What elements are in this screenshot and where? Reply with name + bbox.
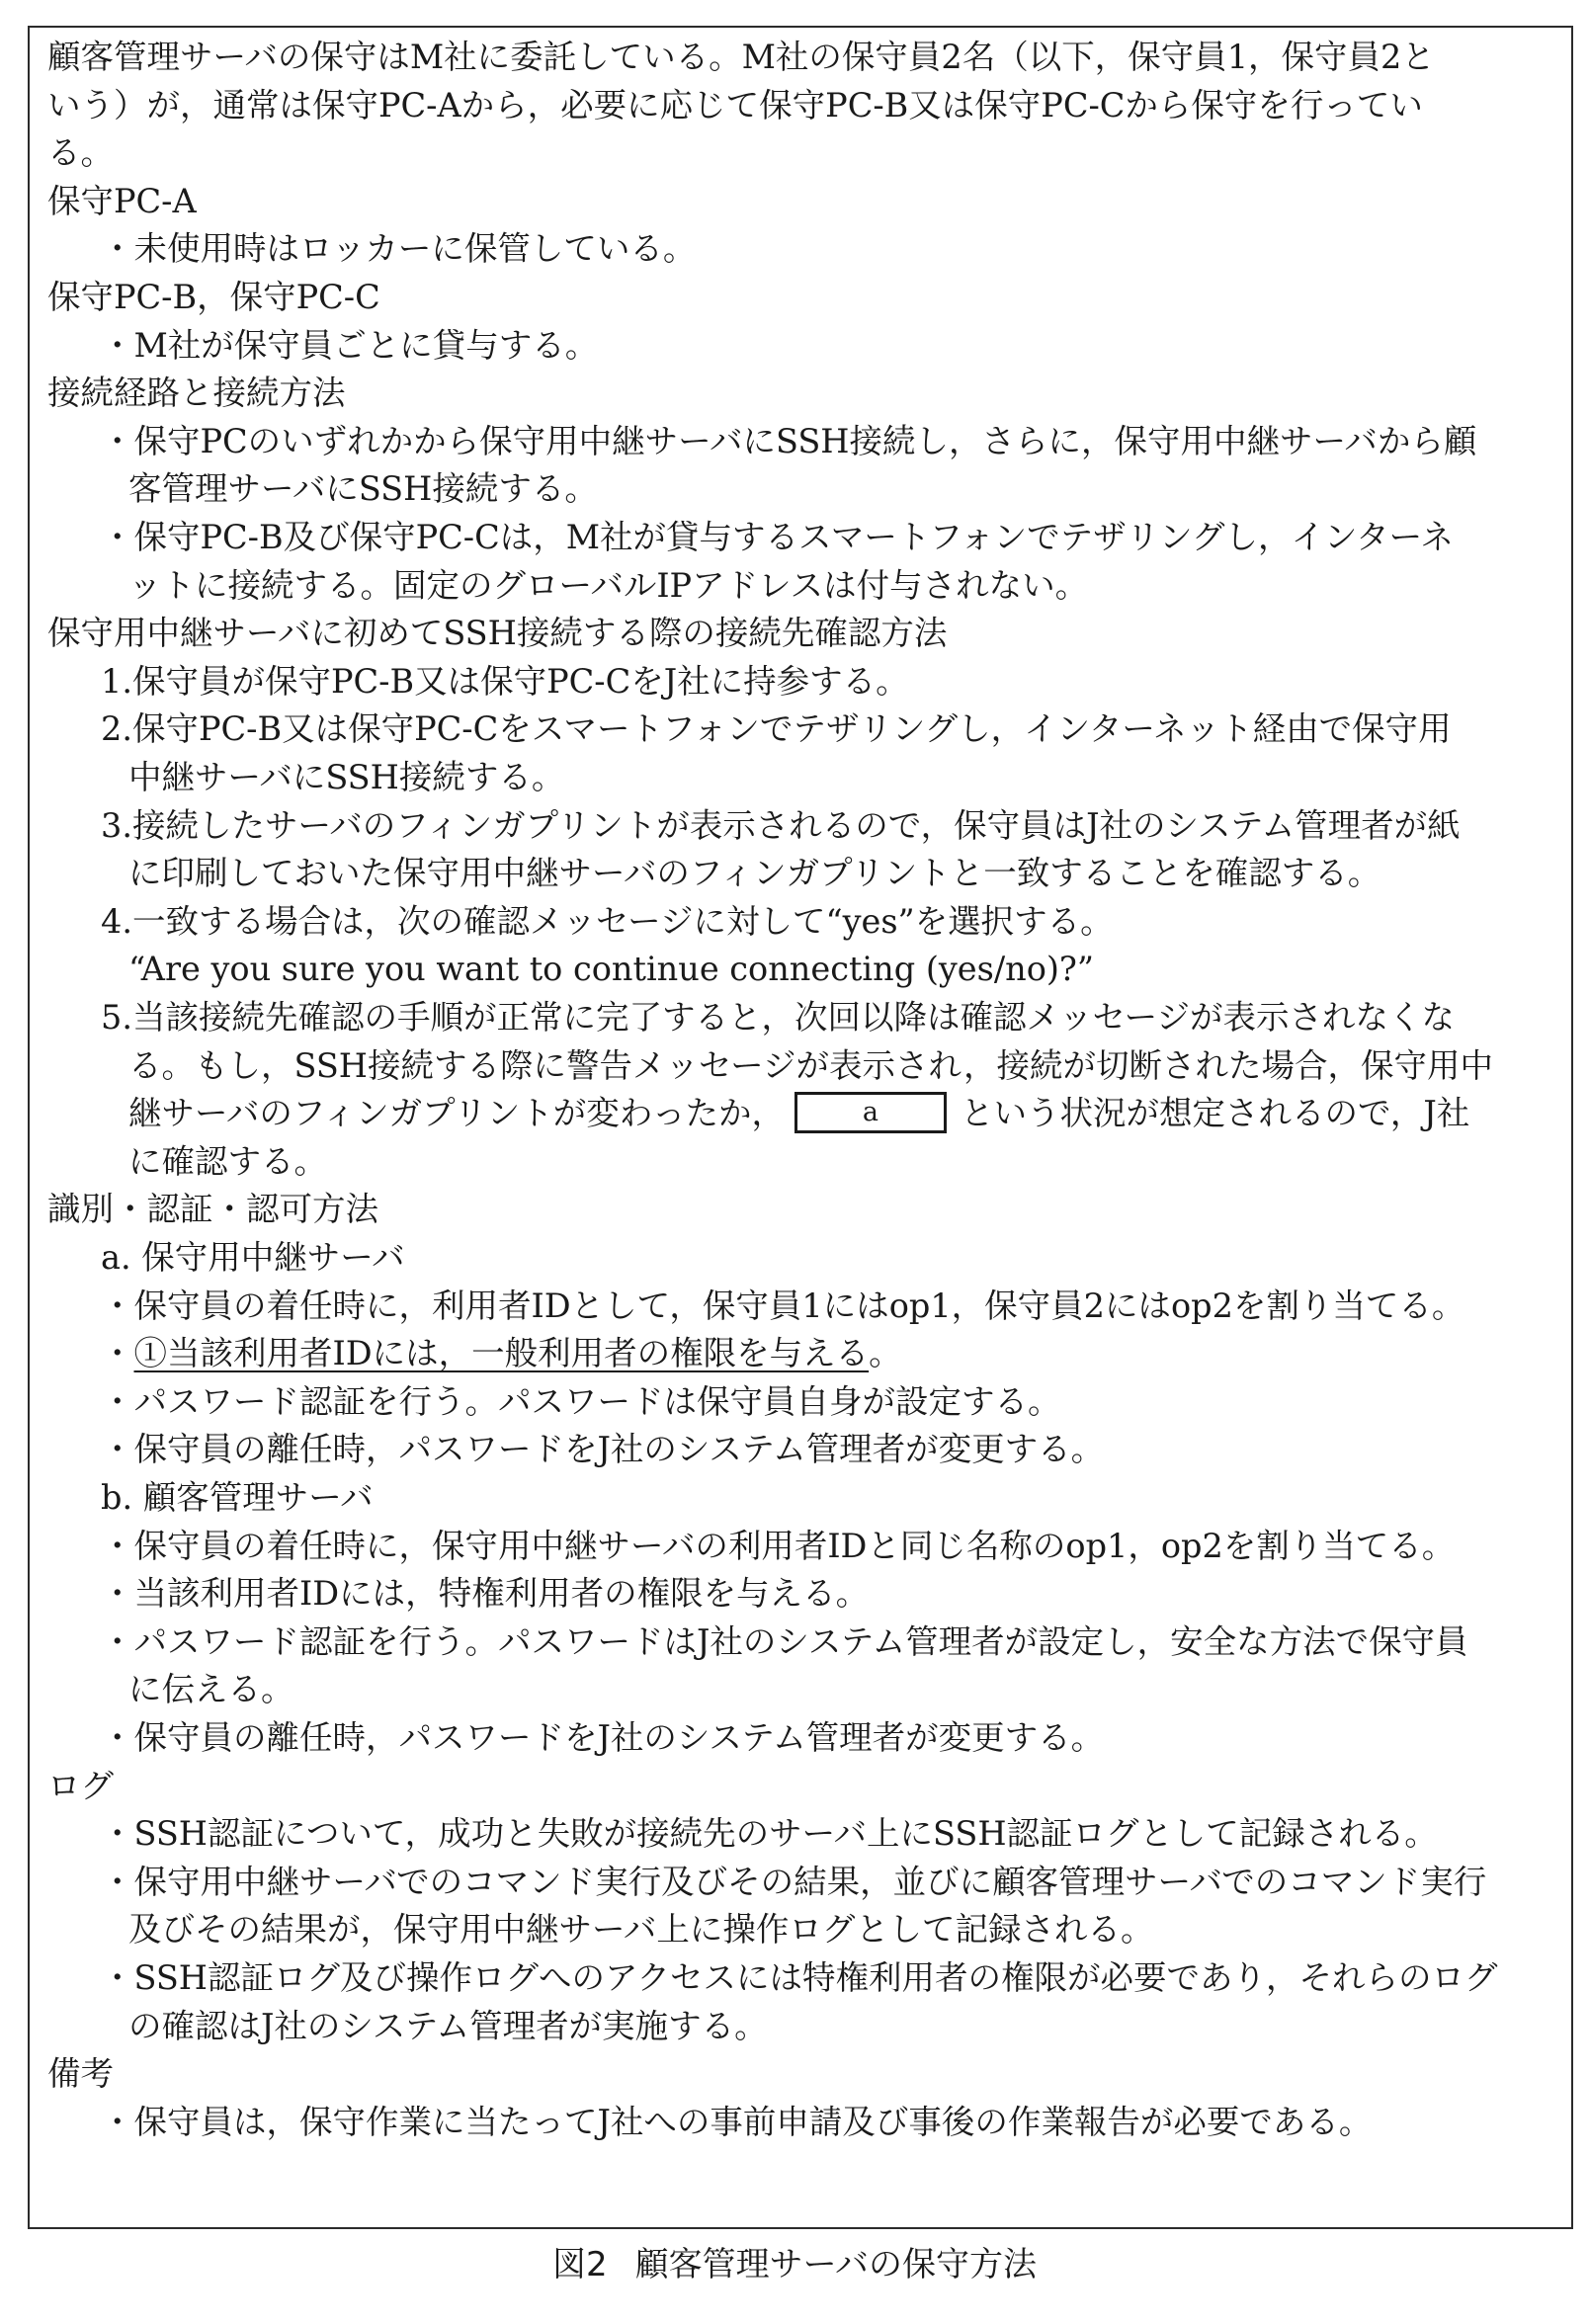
figure-caption: [0, 2241, 1589, 2288]
underlined-statement: ①当該利用者IDには，一般利用者の権限を与える: [133, 1334, 870, 1373]
text-line: b. 顧客管理サーバ: [101, 1478, 374, 1517]
text-line: ・保守員の離任時，パスワードをJ社のシステム管理者が変更する。: [101, 1718, 1105, 1757]
text-line: 2.保守PC-B又は保守PC-Cをスマートフォンでテザリングし，インターネット経由で保守用: [101, 709, 1452, 749]
text-line: ・当該利用者IDには，特権利用者の権限を与える。: [101, 1574, 870, 1614]
text-line: 客管理サーバにSSH接続する。: [128, 469, 598, 509]
text-line: ・SSH認証ログ及び操作ログへのアクセスには特権利用者の権限が必要であり，それらのログ: [101, 1958, 1498, 1997]
text-line: ログ: [47, 1766, 114, 1805]
text-line: の確認はJ社のシステム管理者が実施する。: [128, 2006, 768, 2045]
text-segment: 継サーバのフィンガプリントが変わったか，: [128, 1094, 785, 1133]
text-segment: 。: [869, 1334, 902, 1373]
text-line: ・保守PC-B及び保守PC-Cは，M社が貸与するスマートフォンでテザリングし，インターネ: [101, 518, 1454, 556]
text-line: ・パスワード認証を行う。パスワードはJ社のシステム管理者が設定し，安全な方法で保守員: [101, 1621, 1468, 1661]
text-line: に印刷しておいた保守用中継サーバのフィンガプリントと一致することを確認する。: [128, 854, 1381, 893]
text-line: 保守PC-B，保守PC-C: [47, 278, 380, 316]
figure-frame: [28, 26, 1573, 2229]
text-line: 顧客管理サーバの保守はM社に委託している。M社の保守員2名（以下，保守員1，保守員2と: [47, 38, 1435, 76]
text-line: ・保守員の着任時に，保守用中継サーバの利用者IDと同じ名称のop1，op2を割り当てる。: [101, 1526, 1456, 1565]
figure-title: 顧客管理サーバの保守方法: [634, 2245, 1037, 2284]
text-line: 1.保守員が保守PC-B又は保守PC-CをJ社に持参する。: [101, 661, 909, 701]
text-line: に確認する。: [128, 1141, 327, 1181]
text-line: ットに接続する。固定のグローバルIPアドレスは付与されない。: [128, 565, 1089, 605]
text-line: に伝える。: [128, 1670, 294, 1709]
text-line: ・保守員の着任時に，利用者IDとして，保守員1にはop1，保守員2にはop2を割り当てる。: [101, 1286, 1465, 1325]
text-line: ・保守員の離任時，パスワードをJ社のシステム管理者が変更する。: [101, 1430, 1105, 1469]
text-line: ・M社が保守員ごとに貸与する。: [101, 325, 599, 365]
answer-blank-box: a: [794, 1092, 947, 1133]
text-segment: という状況が想定されるので，J社: [960, 1094, 1470, 1133]
text-line: 識別・認証・認可方法: [47, 1190, 378, 1229]
text-line: ・保守PCのいずれかから保守用中継サーバにSSH接続し，さらに，保守用中継サーバから顧: [101, 421, 1477, 460]
text-line: 保守PC-A: [47, 181, 197, 220]
text-line: ・SSH認証について，成功と失敗が接続先のサーバ上にSSH認証ログとして記録される。: [101, 1814, 1438, 1854]
text-line: 及びその結果が，保守用中継サーバ上に操作ログとして記録される。: [128, 1910, 1154, 1950]
text-line: [101, 1330, 902, 1377]
text-line: [128, 1090, 1469, 1137]
text-line: 保守用中継サーバに初めてSSH接続する際の接続先確認方法: [47, 614, 948, 653]
text-line: ・保守用中継サーバでのコマンド実行及びその結果，並びに顧客管理サーバでのコマンド実行: [101, 1862, 1487, 1901]
text-line: “Are you sure you want to continue connecting (yes/no)?”: [128, 950, 1095, 989]
text-line: 5.当該接続先確認の手順が正常に完了すると，次回以降は確認メッセージが表示されなくな: [101, 998, 1455, 1037]
text-line: 備考: [47, 2054, 114, 2094]
text-line: る。もし，SSH接続する際に警告メッセージが表示され，接続が切断された場合，保守用中: [128, 1045, 1494, 1085]
text-line: 3.接続したサーバのフィンガプリントが表示されるので，保守員はJ社のシステム管理者が紙: [101, 805, 1461, 845]
bullet-mark: ・: [101, 1334, 134, 1373]
text-line: 接続経路と接続方法: [47, 374, 346, 413]
figure-number: 図2: [552, 2245, 608, 2284]
text-line: ・未使用時はロッカーに保管している。: [101, 229, 697, 269]
text-line: いう）が，通常は保守PC-Aから，必要に応じて保守PC-B又は保守PC-Cから保守を行ってい: [47, 85, 1423, 124]
text-line: 中継サーバにSSH接続する。: [128, 758, 565, 796]
text-line: ・パスワード認証を行う。パスワードは保守員自身が設定する。: [101, 1381, 1061, 1421]
text-line: a. 保守用中継サーバ: [101, 1238, 405, 1277]
text-line: る。: [47, 133, 114, 173]
text-line: ・保守員は，保守作業に当たってJ社への事前申請及び事後の作業報告が必要である。: [101, 2102, 1373, 2141]
text-line: 4.一致する場合は，次の確認メッセージに対して“yes”を選択する。: [101, 901, 1114, 941]
